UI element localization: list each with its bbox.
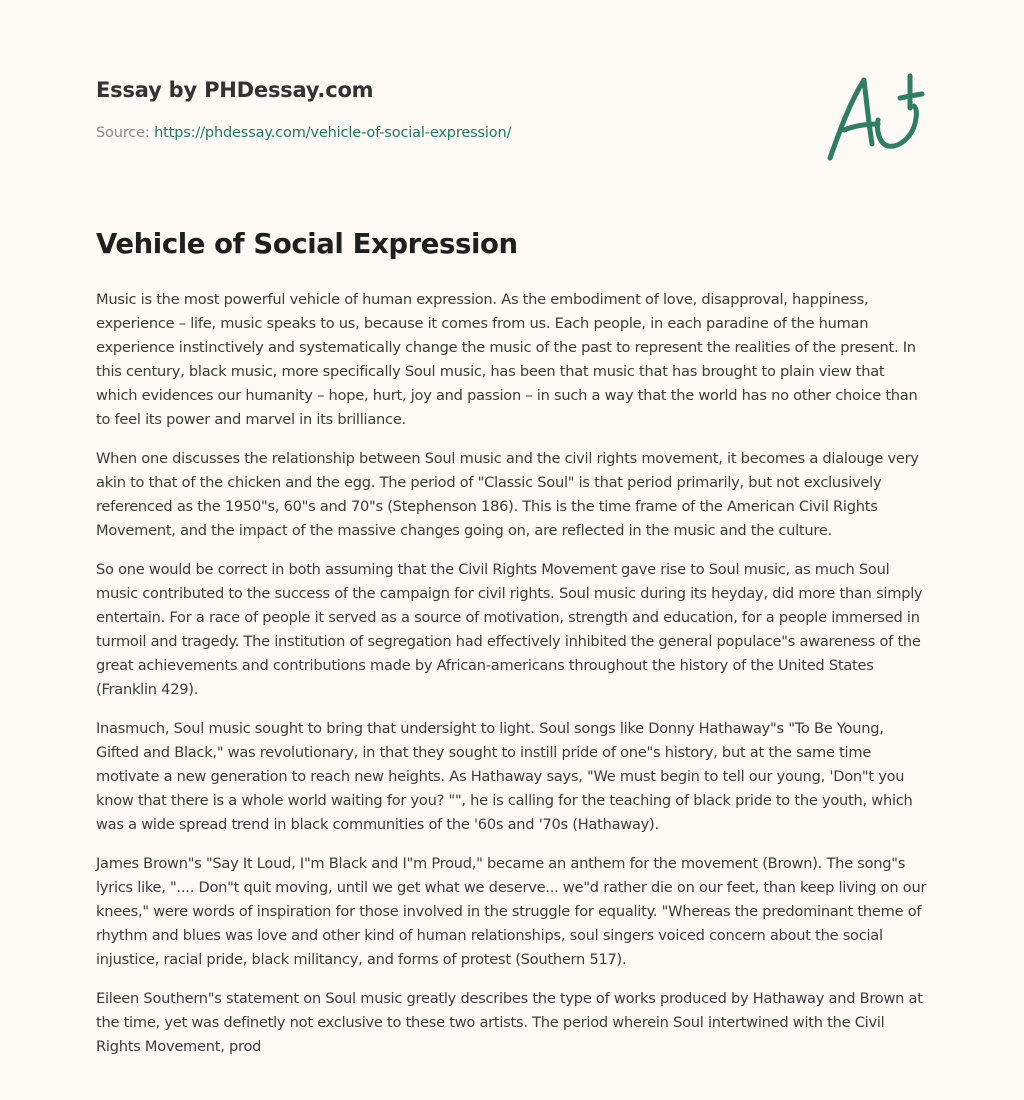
essay-paragraph: So one would be correct in both assuming that the Civil Rights Movement gave rise to Soul music, as much Soul music contributed to the success of the campaign for civil rights. Soul music during its heyday, did more than simply entertain. For a race of people it served as a source of motivation, strength and education, for a people immersed in turmoil and tragedy. The institution of segregation had effectively inhibited the general populace"s awareness of the great achievements and contributions made by African-americans throughout the history of the United States (Franklin 429). <box>96 561 923 698</box>
essay-content <box>96 224 928 1074</box>
essay-paragraph: Eileen Southern"s statement on Soul music greatly describes the type of works produced by Hathaway and Brown at the time, yet was definetly not exclusive to these two artists. The period wherein Soul intertwined with the Civil Rights Movement, prod <box>96 990 923 1055</box>
essay-paragraph: Inasmuch, Soul music sought to bring that undersight to light. Soul songs like Donny Hathaway"s "To Be Young, Gifted and Black," was revolutionary, in that they sought to instill pride of one"s history, but at the same time motivate a new generation to reach new heights. As Hathaway says, "We must begin to tell our young, 'Don"t you know that there is a whole world waiting for you? "", he is calling for the teaching of black pride to the youth, which was a wide spread trend in black communities of the '60s and '70s (Hathaway). <box>96 720 913 833</box>
a-plus-grade-icon <box>822 68 930 164</box>
essay-title: Vehicle of Social Expression <box>96 228 518 260</box>
essay-paragraph: Music is the most powerful vehicle of human expression. As the embodiment of love, disapproval, happiness, experience – life, music speaks to us, because it comes from us. Each people, in each paradine of the human experience instinctively and systematically change the music of the past to represent the realities of the present. In this century, black music, more specifically Soul music, has been that music that has brought to plain view that which evidences our humanity – hope, hurt, joy and passion – in such a way that the world has no other choice than to feel its power and marvel in its brilliance. <box>96 291 918 428</box>
essay-paragraph: When one discusses the relationship between Soul music and the civil rights movement, it becomes a dialouge very akin to that of the chicken and the egg. The period of "Classic Soul" is that period primarily, but not exclusively referenced as the 1950"s, 60"s and 70"s (Stephenson 186). This is the time frame of the American Civil Rights Movement, and the impact of the massive changes going on, are reflected in the music and the culture. <box>96 450 919 539</box>
site-title: Essay by PHDessay.com <box>96 78 374 102</box>
essay-paragraph: James Brown"s "Say It Loud, I"m Black and I"m Proud," became an anthem for the movement (Brown). The song"s lyrics like, ".... Don"t quit moving, until we get what we deserve... we"d rather die on our feet, than keep living on our knees," were words of inspiration for those involved in the struggle for equality. "Whereas the predominant theme of rhythm and blues was love and other kind of human relationships, soul singers voiced concern about the social injustice, racial pride, black militancy, and forms of protest (Southern 517). <box>96 855 927 968</box>
source-line <box>96 123 928 143</box>
source-label: Source: <box>96 125 155 141</box>
source-link[interactable]: https://phdessay.com/vehicle-of-social-expression/ <box>154 125 512 141</box>
page-header <box>96 74 928 143</box>
